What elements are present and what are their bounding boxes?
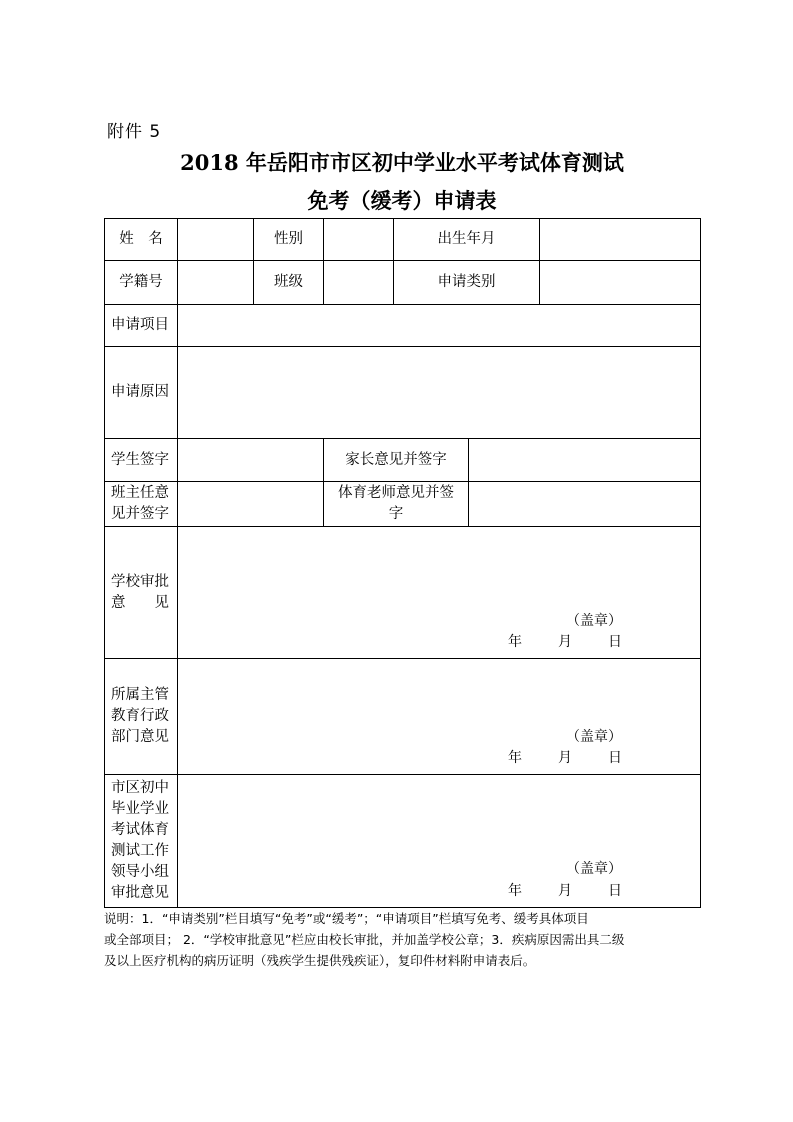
- student-id-field[interactable]: [178, 261, 254, 305]
- city-month-label: 月: [558, 883, 572, 899]
- city-group-label-line-4: 测试工作: [111, 843, 169, 859]
- city-group-label-line-5: 领导小组: [111, 864, 169, 880]
- edu-month-label: 月: [558, 750, 572, 766]
- school-approval-label-line-1: 学校审批: [111, 573, 169, 590]
- student-id-label: 学籍号: [105, 261, 178, 305]
- city-seal-text: （盖章）: [566, 861, 622, 877]
- note-line-2: 或全部项目； 2．“学校审批意见”栏应由校长审批，并加盖学校公章；3．疾病原因需出具二级: [104, 932, 625, 947]
- edu-year-label: 年: [508, 750, 522, 766]
- edu-department-label-line-2: 教育行政: [111, 708, 169, 724]
- apply-reason-field[interactable]: [178, 347, 701, 439]
- edu-department-label: [105, 659, 178, 775]
- row-apply-item: [105, 305, 701, 347]
- row-signatures: [105, 439, 701, 482]
- apply-reason-label: 申请原因: [105, 347, 178, 439]
- row-basic-info: [105, 219, 701, 261]
- apply-type-label: 申请类别: [394, 261, 540, 305]
- edu-department-label-line-1: 所属主管: [111, 687, 169, 703]
- edu-department-field[interactable]: [178, 659, 701, 775]
- city-group-label: [105, 775, 178, 908]
- head-teacher-field[interactable]: [178, 482, 324, 527]
- note-line-3: 及以上医疗机构的病历证明（残疾学生提供残疾证），复印件材料附申请表后。: [104, 953, 536, 968]
- row-teacher-opinions: [105, 482, 701, 527]
- parent-sign-field[interactable]: [469, 439, 701, 482]
- edu-department-label-line-3: 部门意见: [111, 729, 169, 745]
- row-edu-department: [105, 659, 701, 775]
- class-field[interactable]: [324, 261, 394, 305]
- class-label: 班级: [254, 261, 324, 305]
- form-title-line-2: 免考（缓考）申请表: [307, 188, 497, 213]
- city-group-field[interactable]: [178, 775, 701, 908]
- head-teacher-label: [105, 482, 178, 527]
- row-school-approval: [105, 527, 701, 659]
- parent-sign-label: 家长意见并签字: [324, 439, 469, 482]
- city-group-label-line-6: 审批意见: [111, 885, 169, 901]
- note-line-1: 说明：1．“申请类别”栏目填写“免考”或“缓考”；“申请项目”栏填写免考、缓考具体项目: [104, 911, 589, 926]
- row-city-leading-group: [105, 775, 701, 908]
- city-group-label-line-1: 市区初中: [111, 780, 169, 796]
- pe-teacher-label: [324, 482, 469, 527]
- school-year-label: 年: [508, 634, 522, 650]
- school-approval-label: [105, 527, 178, 659]
- apply-item-label: 申请项目: [105, 305, 178, 347]
- city-date-line: [508, 881, 622, 902]
- birth-field[interactable]: [540, 219, 701, 261]
- school-seal-text: （盖章）: [566, 613, 622, 629]
- city-group-label-line-3: 考试体育: [111, 822, 169, 838]
- pe-teacher-field[interactable]: [469, 482, 701, 527]
- school-month-label: 月: [558, 634, 572, 650]
- name-field[interactable]: [178, 219, 254, 261]
- row-apply-reason: [105, 347, 701, 439]
- head-teacher-label-line-2: 见并签字: [111, 506, 169, 522]
- pe-teacher-label-line-1: 体育老师意见并签: [338, 485, 454, 501]
- edu-day-label: 日: [608, 750, 622, 766]
- row-enrollment-info: [105, 261, 701, 305]
- student-sign-label: 学生签字: [105, 439, 178, 482]
- attachment-label: 附件 5: [107, 122, 162, 142]
- form-notes: [104, 908, 704, 971]
- edu-seal-text: （盖章）: [566, 729, 622, 745]
- gender-field[interactable]: [324, 219, 394, 261]
- application-table: [104, 218, 701, 908]
- name-label: 姓 名: [105, 219, 178, 261]
- birth-label: 出生年月: [394, 219, 540, 261]
- form-title-line-1: 2018 年岳阳市市区初中学业水平考试体育测试: [180, 150, 624, 175]
- school-approval-field[interactable]: [178, 527, 701, 659]
- pe-teacher-label-line-2: 字: [388, 506, 404, 522]
- head-teacher-label-line-1: 班主任意: [111, 485, 169, 501]
- edu-date-line: [508, 748, 622, 769]
- school-approval-label-line-2: 意 见: [111, 594, 169, 611]
- apply-item-field[interactable]: [178, 305, 701, 347]
- school-date-line: [508, 632, 622, 653]
- city-group-label-line-2: 毕业学业: [111, 801, 169, 817]
- school-day-label: 日: [608, 634, 622, 650]
- city-day-label: 日: [608, 883, 622, 899]
- city-year-label: 年: [508, 883, 522, 899]
- apply-type-field[interactable]: [540, 261, 701, 305]
- student-sign-field[interactable]: [178, 439, 324, 482]
- gender-label: 性别: [254, 219, 324, 261]
